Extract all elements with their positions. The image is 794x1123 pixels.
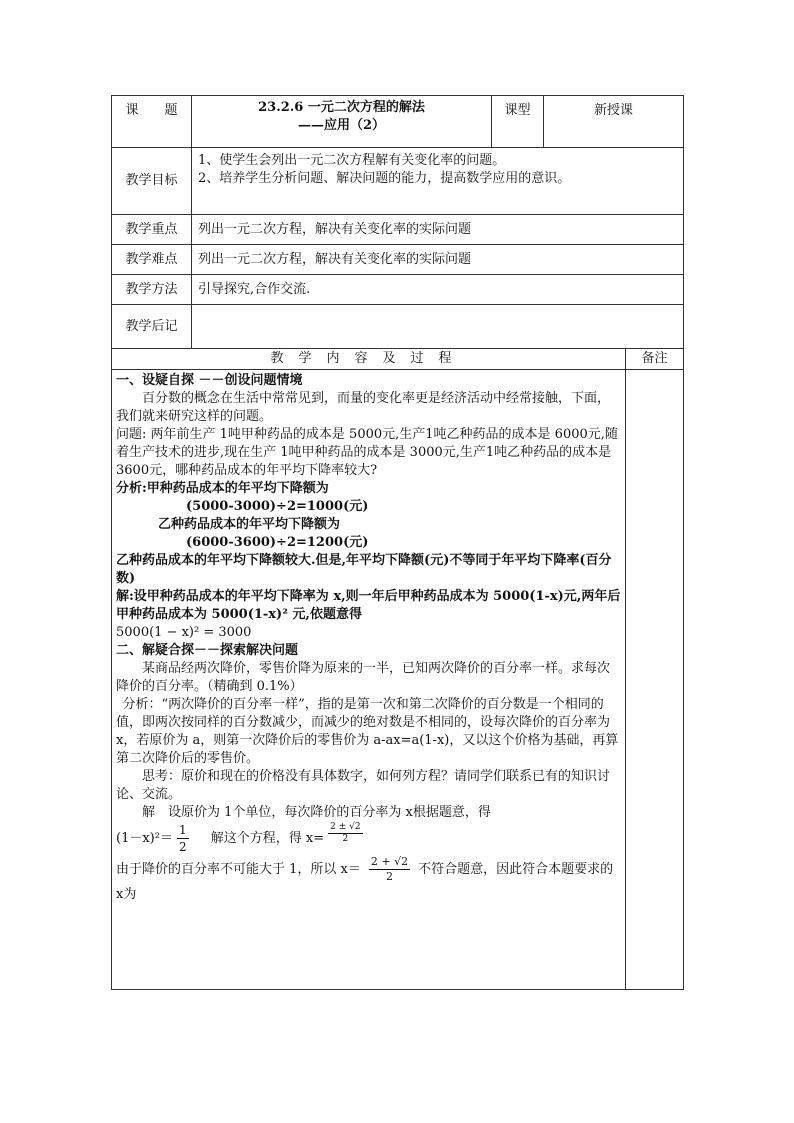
problem-text: 问题: 两年前生产 1吨甲种药品的成本是 5000元,生产1吨乙种药品的成本是 6000元,随着生产技术的进步,现在生产 1吨甲种药品的成本是 3000元,生产1吨乙种药品的成本是 3600元，哪种药品成本的年平均下降率较大? — [116, 427, 618, 478]
calc-line: (5000-3000)÷2=1000(元) — [186, 499, 369, 514]
goals-row — [112, 148, 684, 215]
final-text-a: 由于降价的百分率不可能大于 1，所以 x＝ — [116, 862, 361, 877]
reflection-value — [192, 305, 684, 349]
reflection-label: 教学后记 — [112, 305, 192, 349]
lesson-plan-table — [111, 95, 684, 990]
type-value: 新授课 — [544, 96, 684, 148]
section-2-heading: 二、解疑合探－－探索解决问题 — [116, 643, 299, 658]
section-head-row — [112, 349, 684, 370]
lesson-title — [192, 96, 492, 148]
key-value: 列出一元二次方程，解决有关变化率的实际问题 — [192, 215, 684, 245]
final-line — [116, 855, 621, 906]
section-heading: 教学内容及过程 — [112, 349, 626, 370]
fraction-half — [177, 822, 189, 855]
fraction-rejected — [369, 855, 410, 884]
goals-label: 教学目标 — [112, 148, 192, 215]
reflection-row — [112, 305, 684, 349]
equation-mid: 解这个方程，得 x= — [210, 831, 325, 846]
goal-item: 2、培养学生分析问题、解决问题的能力，提高数学应用的意识。 — [198, 171, 571, 186]
key-row — [112, 215, 684, 245]
content-row — [112, 370, 684, 990]
title-line-1: 23.2.6 一元二次方程的解法 — [258, 100, 425, 115]
fraction-numerator: 2 ± √2 — [330, 822, 361, 832]
header-row — [112, 96, 684, 148]
analysis-text: 分析:甲种药品成本的年平均下降额为 — [116, 481, 329, 496]
notes-column — [626, 370, 684, 990]
equation-line — [116, 822, 621, 855]
method-value: 引导探究,合作交流. — [192, 275, 684, 305]
fraction-denominator: 2 — [178, 840, 187, 854]
fraction-denominator: 2 — [385, 870, 393, 883]
fraction-root — [328, 822, 362, 845]
type-label: 课型 — [492, 96, 544, 148]
fraction-denominator: 2 — [342, 834, 349, 844]
title-line-2: ——应用（2） — [297, 118, 386, 133]
difficulty-value: 列出一元二次方程，解决有关变化率的实际问题 — [192, 245, 684, 275]
difficulty-row — [112, 245, 684, 275]
notes-label: 备注 — [626, 349, 684, 370]
think-paragraph: 思考：原价和现在的价格没有具体数字，如何列方程？请同学们联系已有的知识讨论、交流。 — [116, 769, 611, 802]
section-1-heading: 一、设疑自探 －－创设问题情境 — [116, 373, 303, 388]
paragraph: 某商品经两次降价，零售价降为原来的一半，已知两次降价的百分率一样。求每次降价的百分率。（精确到 0.1%） — [116, 661, 611, 694]
equation-left: (1－x)²＝ — [116, 831, 173, 846]
method-label: 教学方法 — [112, 275, 192, 305]
method-row — [112, 275, 684, 305]
analysis-paragraph: 分析：“两次降价的百分率一样”，指的是第一次和第二次降价的百分数是一个相同的值，即两次按同样的百分数减少，而减少的绝对数是不相同的，设每次降价的百分率为 x，若原价为 a，则第一次降价后的零售价为 a-ax=a(1-x)，又以这个价格为基础，再算第二次降价后的零售价。 — [116, 697, 619, 766]
lesson-content — [112, 370, 626, 990]
analysis-text: 乙种药品成本的年平均下降额为 — [158, 517, 341, 532]
solution-text: 解:设甲种药品成本的年平均下降率为 x,则一年后甲种药品成本为 5000(1-x)元,两年后甲种药品成本为 5000(1-x)² 元,依题意得 — [116, 589, 621, 622]
fraction-numerator: 2 + √2 — [370, 855, 409, 868]
final-text-b: 不符合题意，因此符合本题要求的 x为 — [116, 862, 614, 902]
conclusion-text: 乙种药品成本的年平均下降额较大.但是,年平均下降额(元)不等同于年平均下降率(百分数) — [116, 553, 612, 586]
topic-label: 课 题 — [112, 96, 192, 148]
paragraph: 百分数的概念在生活中常常见到，而量的变化率更是经济活动中经常接触，下面，我们就来研究这样的问题。 — [116, 391, 611, 424]
key-label: 教学重点 — [112, 215, 192, 245]
goal-item: 1、使学生会列出一元二次方程解有关变化率的问题。 — [198, 153, 506, 168]
equation: 5000(1 − x)² = 3000 — [116, 625, 252, 640]
difficulty-label: 教学难点 — [112, 245, 192, 275]
goals-content — [192, 148, 684, 215]
calc-line: (6000-3600)÷2=1200(元) — [186, 535, 369, 550]
fraction-numerator: 1 — [178, 823, 187, 837]
solve-intro: 解 设原价为 1个单位，每次降价的百分率为 x根据题意，得 — [142, 805, 491, 820]
